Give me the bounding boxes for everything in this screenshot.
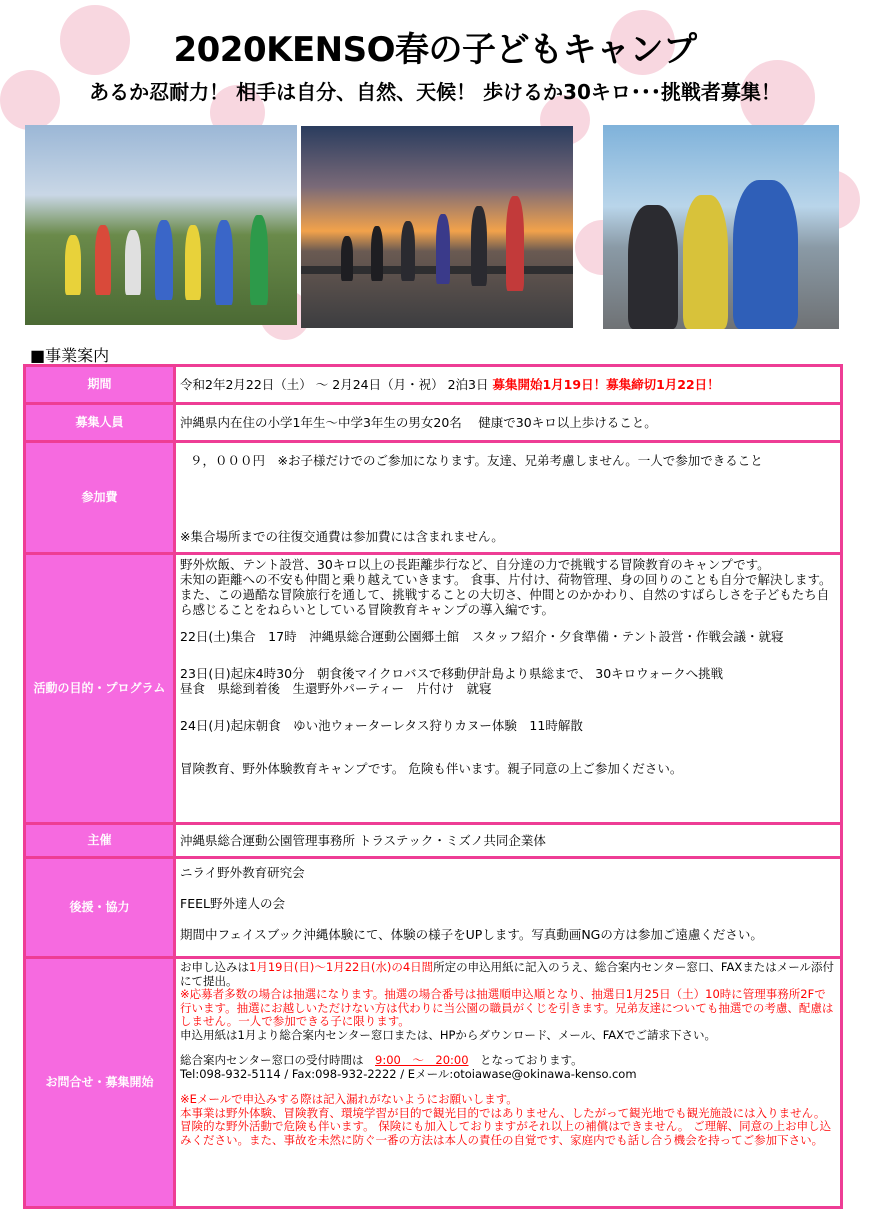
program-info-table bbox=[23, 364, 855, 1209]
row-support bbox=[25, 858, 842, 958]
label-organizer: 主催 bbox=[25, 824, 175, 858]
form-request-note: 申込用紙は1月より総合案内センター窓口または、HPからダウンロード、メール、FAXでご請求下さい。 bbox=[180, 1027, 717, 1042]
organizer-text: 沖縄県総合運動公園管理事務所 トラステック・ミズノ共同企業体 bbox=[175, 824, 842, 858]
page-title: 2020KENSO春の子どもキャンプ bbox=[173, 30, 697, 70]
photo-kids-seaside bbox=[603, 125, 839, 329]
label-fee: 参加費 bbox=[25, 442, 175, 554]
apply-instructions: お申し込みは1月19日(日)～1月22日(水)の4日間所定の申込用紙に記入のうえ、総合案内センター窓口、FAXまたはメール添付にて提出。 bbox=[180, 960, 834, 988]
program-para-1: 野外炊飯、テント設営、30キロ以上の長距離歩行など、自分達の力で挑戦する冒険教育のキャンプです。 bbox=[180, 557, 770, 572]
program-para-3: また、この過酷な冒険旅行を通して、挑戦することの大切さ、仲間とのかかわり、自然のすばらしさを子どもたち自ら感じることをねらいとしている冒険教育キャンプの導入編です。 bbox=[180, 587, 830, 617]
row-period bbox=[25, 366, 842, 404]
support-note: 期間中フェイスブック沖縄体験にて、体験の様子をUPします。写真動画NGの方は参加ご遠慮ください。 bbox=[180, 927, 763, 942]
label-support: 後援・協力 bbox=[25, 858, 175, 958]
apply-period: 1月19日(日)～1月22日(水)の4日間 bbox=[249, 960, 434, 974]
lottery-note: ※応募者多数の場合は抽選になります。抽選の場合番号は抽選順申込順となり、抽選日1月25日（土）10時に管理事務所2Fで行います。抽選にお越しいただけない方は代わりに当公園の職員がくじを引きます。兄弟友達についても抽選での考慮、配慮はしません。一人で参加できる子に限ります。 bbox=[180, 987, 834, 1028]
fee-text: ９，０００円 ※お子様だけでのご参加になります。友達、兄弟考慮しません。一人で参加できること bbox=[190, 453, 763, 468]
recruit-dates: 募集開始1月19日！募集締切1月22日！ bbox=[492, 377, 720, 392]
period-text: 令和2年2月22日（土） ～ 2月24日（月・祝） 2泊3日 bbox=[180, 377, 489, 392]
program-note: 冒険教育、野外体験教育キャンプです。 危険も伴います。親子同意の上ご参加ください。 bbox=[180, 761, 683, 776]
row-program bbox=[25, 554, 842, 824]
row-organizer bbox=[25, 824, 842, 858]
label-period: 期間 bbox=[25, 366, 175, 404]
program-para-2: 未知の距離への不安も仲間と乗り越えていきます。 食事、片付け、荷物管理、身の回りのことも自分で解決します。 bbox=[180, 572, 832, 587]
label-capacity: 募集人員 bbox=[25, 404, 175, 442]
email-note: ※Eメールで申込みする際は記入漏れがないようにお願いします。 bbox=[180, 1092, 518, 1106]
photo-sunset-bridge bbox=[301, 126, 573, 328]
schedule-day-2: 23日(日)起床4時30分 朝食後マイクロバスで移動伊計島より県総まで、 30キロウォークへ挑戦 bbox=[180, 666, 724, 681]
label-program: 活動の目的・プログラム bbox=[25, 554, 175, 824]
row-contact bbox=[25, 958, 842, 1208]
support-org-2: FEEL野外達人の会 bbox=[180, 896, 285, 911]
photo-camp-group bbox=[25, 125, 297, 325]
reception-hours: 総合案内センター窓口の受付時間は 9:00 ～ 20:00 となっております。 bbox=[180, 1053, 583, 1067]
page-subtitle: あるか忍耐力！ 相手は自分、自然、天候！ 歩けるか30キロ･･･挑戦者募集！ bbox=[89, 80, 781, 104]
capacity-text: 沖縄県内在住の小学1年生～中学3年生の男女20名 健康で30キロ以上歩けること。 bbox=[175, 404, 842, 442]
schedule-day-3: 24日(月)起床朝食 ゆい池ウォーターレタス狩りカヌー体験 11時解散 bbox=[180, 718, 583, 733]
schedule-day-2-cont: 昼食 県総到着後 生還野外パーティー 片付け 就寝 bbox=[180, 681, 492, 696]
section-title: ■事業案内 bbox=[30, 346, 110, 365]
row-fee bbox=[25, 442, 842, 554]
label-contact: お問合せ・募集開始 bbox=[25, 958, 175, 1208]
support-org-1: ニライ野外教育研究会 bbox=[180, 865, 305, 880]
disclaimer-note: 本事業は野外体験、冒険教育、環境学習が目的で観光目的ではありません、したがって観光地でも観光施設には入りません。 冒険的な野外活動で危険も伴います。 保険にも加入しておりますがそれ以上の補償はできません。 ご理解、同意の上お申し込みください。また、事故を未然に防ぐ一番の方法は本人の責任の自覚です、家庭内でも話し合う機会を持ってご参加下さい。 bbox=[180, 1105, 855, 1147]
reception-time: 9:00 ～ 20:00 bbox=[375, 1053, 469, 1067]
row-capacity bbox=[25, 404, 842, 442]
contact-details: Tel:098-932-5114 / Fax:098-932-2222 / Eメール:otoiawase@okinawa-kenso.com bbox=[180, 1066, 637, 1081]
fee-note: ※集合場所までの往復交通費は参加費には含まれません。 bbox=[180, 529, 504, 544]
schedule-day-1: 22日(土)集合 17時 沖縄県総合運動公園郷土館 スタッフ紹介・夕食準備・テント設営・作戦会議・就寝 bbox=[180, 629, 784, 644]
